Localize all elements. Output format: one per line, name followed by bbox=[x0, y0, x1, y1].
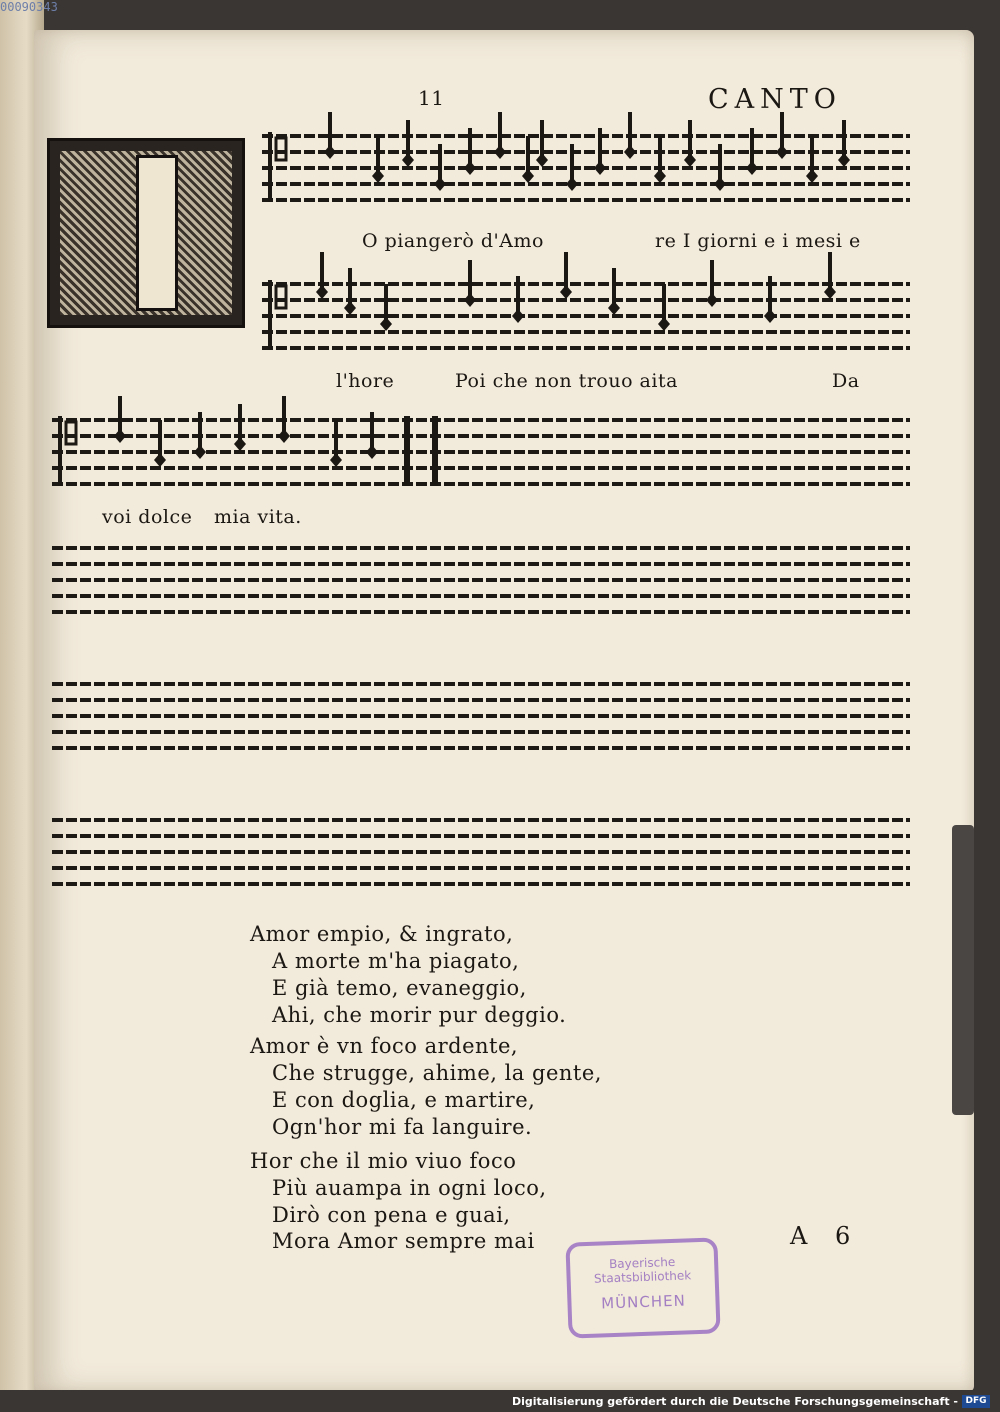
verse-line: Mora Amor sempre mai bbox=[272, 1229, 535, 1253]
empty-staff-3 bbox=[52, 812, 910, 892]
verse-line: E con doglia, e martire, bbox=[272, 1088, 536, 1112]
music-staff-3 bbox=[52, 412, 910, 492]
lyric-fragment: voi dolce bbox=[102, 506, 193, 528]
funding-credit: Digitalisierung gefördert durch die Deutsche Forschungsgemeinschaft - bbox=[511, 1395, 958, 1408]
music-staff-1 bbox=[262, 128, 910, 208]
stamp-line-1: Bayerische bbox=[608, 1254, 676, 1272]
verse-line: A morte m'ha piagato, bbox=[272, 949, 520, 973]
page-number: 11 bbox=[418, 86, 445, 110]
verse-line: Dirò con pena e guai, bbox=[272, 1203, 511, 1227]
empty-staff-1 bbox=[52, 540, 910, 620]
lyric-fragment: Da bbox=[832, 370, 860, 392]
stamp-line-2: Staatsbibliothek bbox=[593, 1268, 692, 1286]
music-staff-2 bbox=[262, 276, 910, 356]
verse-line: Amor è vn foco ardente, bbox=[250, 1034, 519, 1058]
verse-line: Ogn'hor mi fa languire. bbox=[272, 1115, 533, 1139]
lyric-fragment: mia vita. bbox=[214, 506, 302, 528]
dfg-logo: DFG bbox=[962, 1395, 990, 1408]
stamp-city: MÜNCHEN bbox=[600, 1291, 687, 1313]
lyric-fragment: Poi che non trouo aita bbox=[455, 370, 678, 392]
initial-letter-shape bbox=[136, 155, 178, 311]
lyric-fragment: l'hore bbox=[336, 370, 395, 392]
signature-mark: A 6 bbox=[790, 1222, 861, 1250]
verse-line: Hor che il mio viuo foco bbox=[250, 1149, 517, 1173]
verse-line: Più auampa in ogni loco, bbox=[272, 1176, 547, 1200]
lyric-fragment: re I giorni e i mesi e bbox=[655, 230, 861, 252]
verse-line: E già temo, evaneggio, bbox=[272, 976, 527, 1000]
empty-staff-2 bbox=[52, 676, 910, 756]
verse-line: Che strugge, ahime, la gente, bbox=[272, 1061, 602, 1085]
scan-identifier: 00090343 bbox=[0, 0, 58, 14]
library-stamp bbox=[565, 1237, 720, 1338]
voice-part-heading: CANTO bbox=[708, 84, 842, 115]
lyric-fragment: O piangerò d'Amo bbox=[362, 230, 544, 252]
decorated-initial bbox=[47, 138, 245, 328]
page-clip bbox=[952, 825, 974, 1115]
verse-line: Amor empio, & ingrato, bbox=[250, 922, 514, 946]
verse-line: Ahi, che morir pur deggio. bbox=[272, 1003, 567, 1027]
